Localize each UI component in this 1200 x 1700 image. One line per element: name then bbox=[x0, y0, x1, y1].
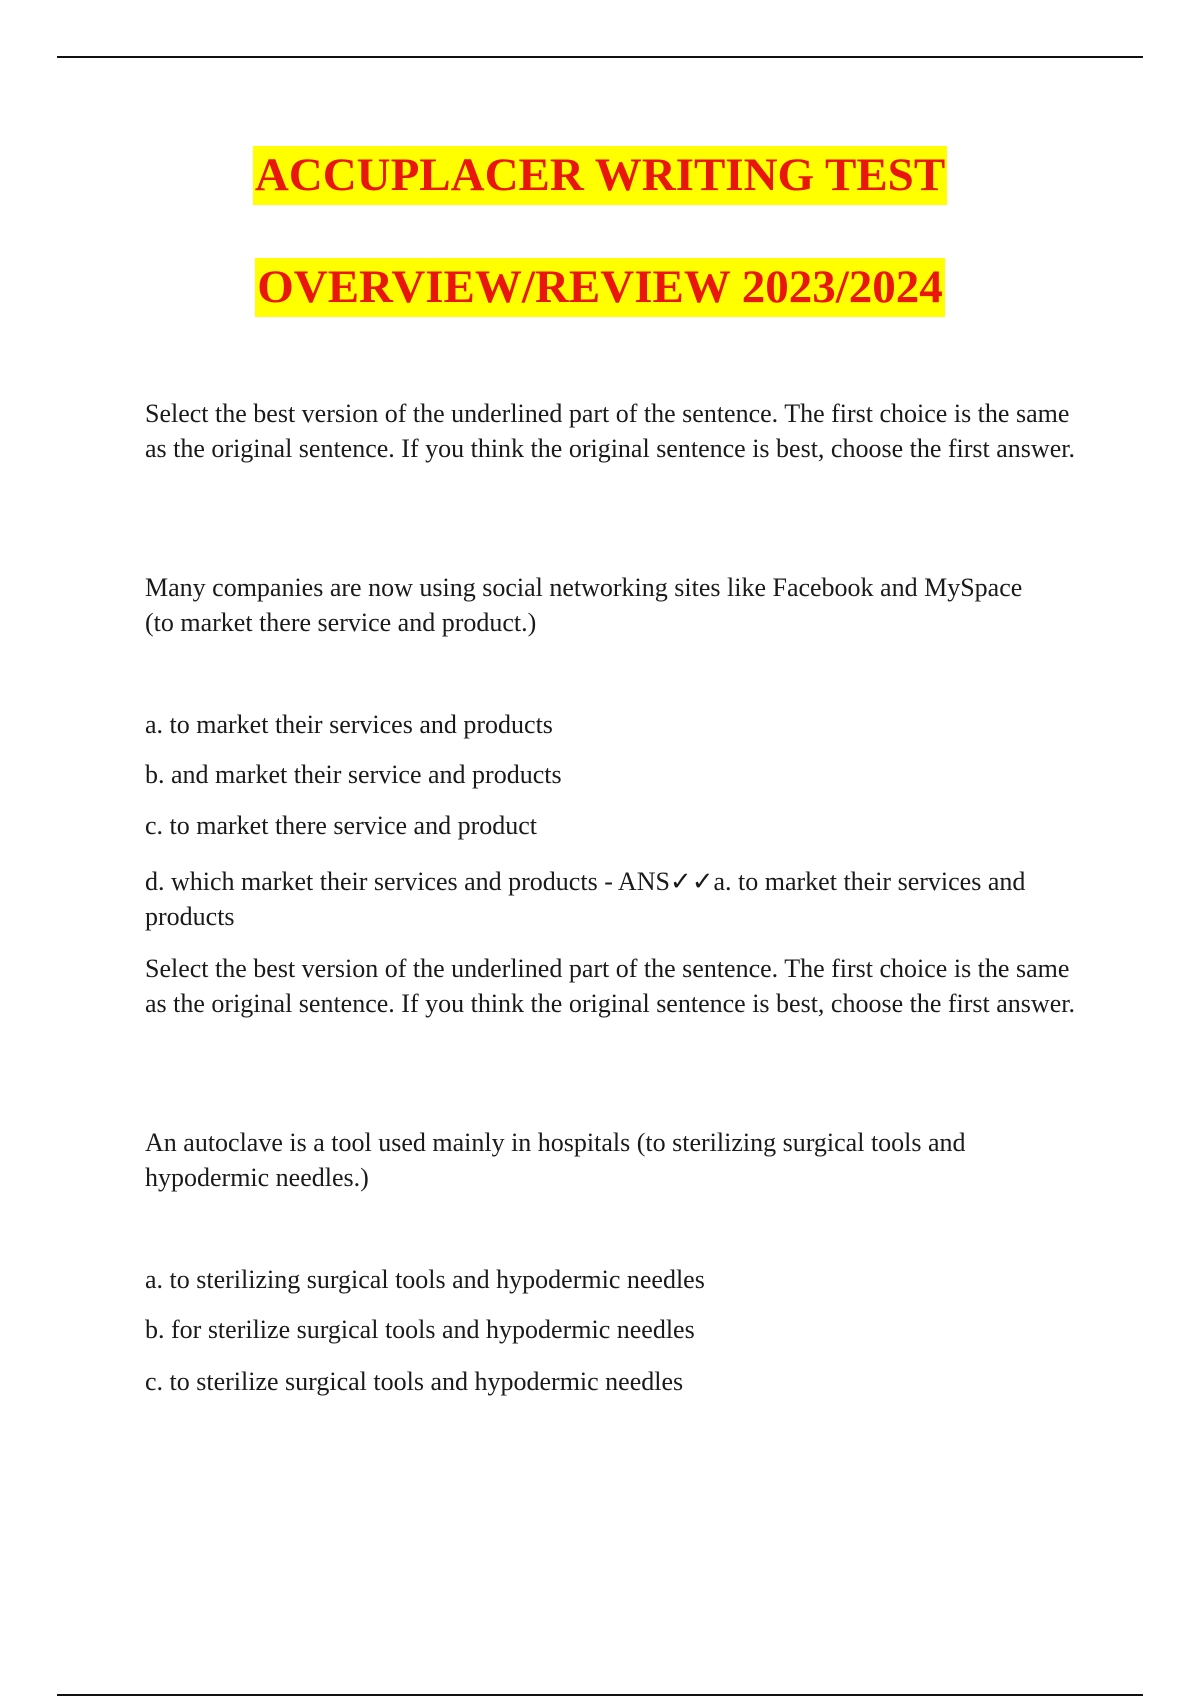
question-2-option-a: a. to sterilizing surgical tools and hypodermic needles bbox=[145, 1265, 705, 1294]
question-1-option-c: c. to market there service and product bbox=[145, 811, 537, 840]
question-2-sentence: An autoclave is a tool used mainly in hospitals (to sterilizing surgical tools and hypodermic needles.) bbox=[145, 1128, 966, 1192]
question-2-option-b: b. for sterilize surgical tools and hypodermic needles bbox=[145, 1315, 695, 1344]
document-title-line-2 bbox=[0, 261, 1200, 313]
document-title-line-1 bbox=[0, 149, 1200, 201]
question-1-option-b: b. and market their service and products bbox=[145, 760, 562, 789]
title-highlight-2: OVERVIEW/REVIEW 2023/2024 bbox=[255, 258, 945, 317]
question-1-instruction: Select the best version of the underlined part of the sentence. The first choice is the same as the original sentence. If you think the original sentence is best, choose the first answer. bbox=[145, 399, 1075, 463]
question-1-option-d-answer: d. which market their services and products - ANS✓✓a. to market their services and products bbox=[145, 867, 1026, 931]
question-1-sentence: Many companies are now using social networking sites like Facebook and MySpace (to market there service and product.) bbox=[145, 573, 1023, 637]
question-2-instruction: Select the best version of the underlined part of the sentence. The first choice is the same as the original sentence. If you think the original sentence is best, choose the first answer. bbox=[145, 954, 1075, 1018]
question-2-option-c: c. to sterilize surgical tools and hypodermic needles bbox=[145, 1367, 684, 1396]
top-rule bbox=[57, 56, 1143, 58]
bottom-rule bbox=[57, 1694, 1143, 1696]
question-1-option-a: a. to market their services and products bbox=[145, 710, 553, 739]
title-highlight-1: ACCUPLACER WRITING TEST bbox=[253, 146, 947, 205]
